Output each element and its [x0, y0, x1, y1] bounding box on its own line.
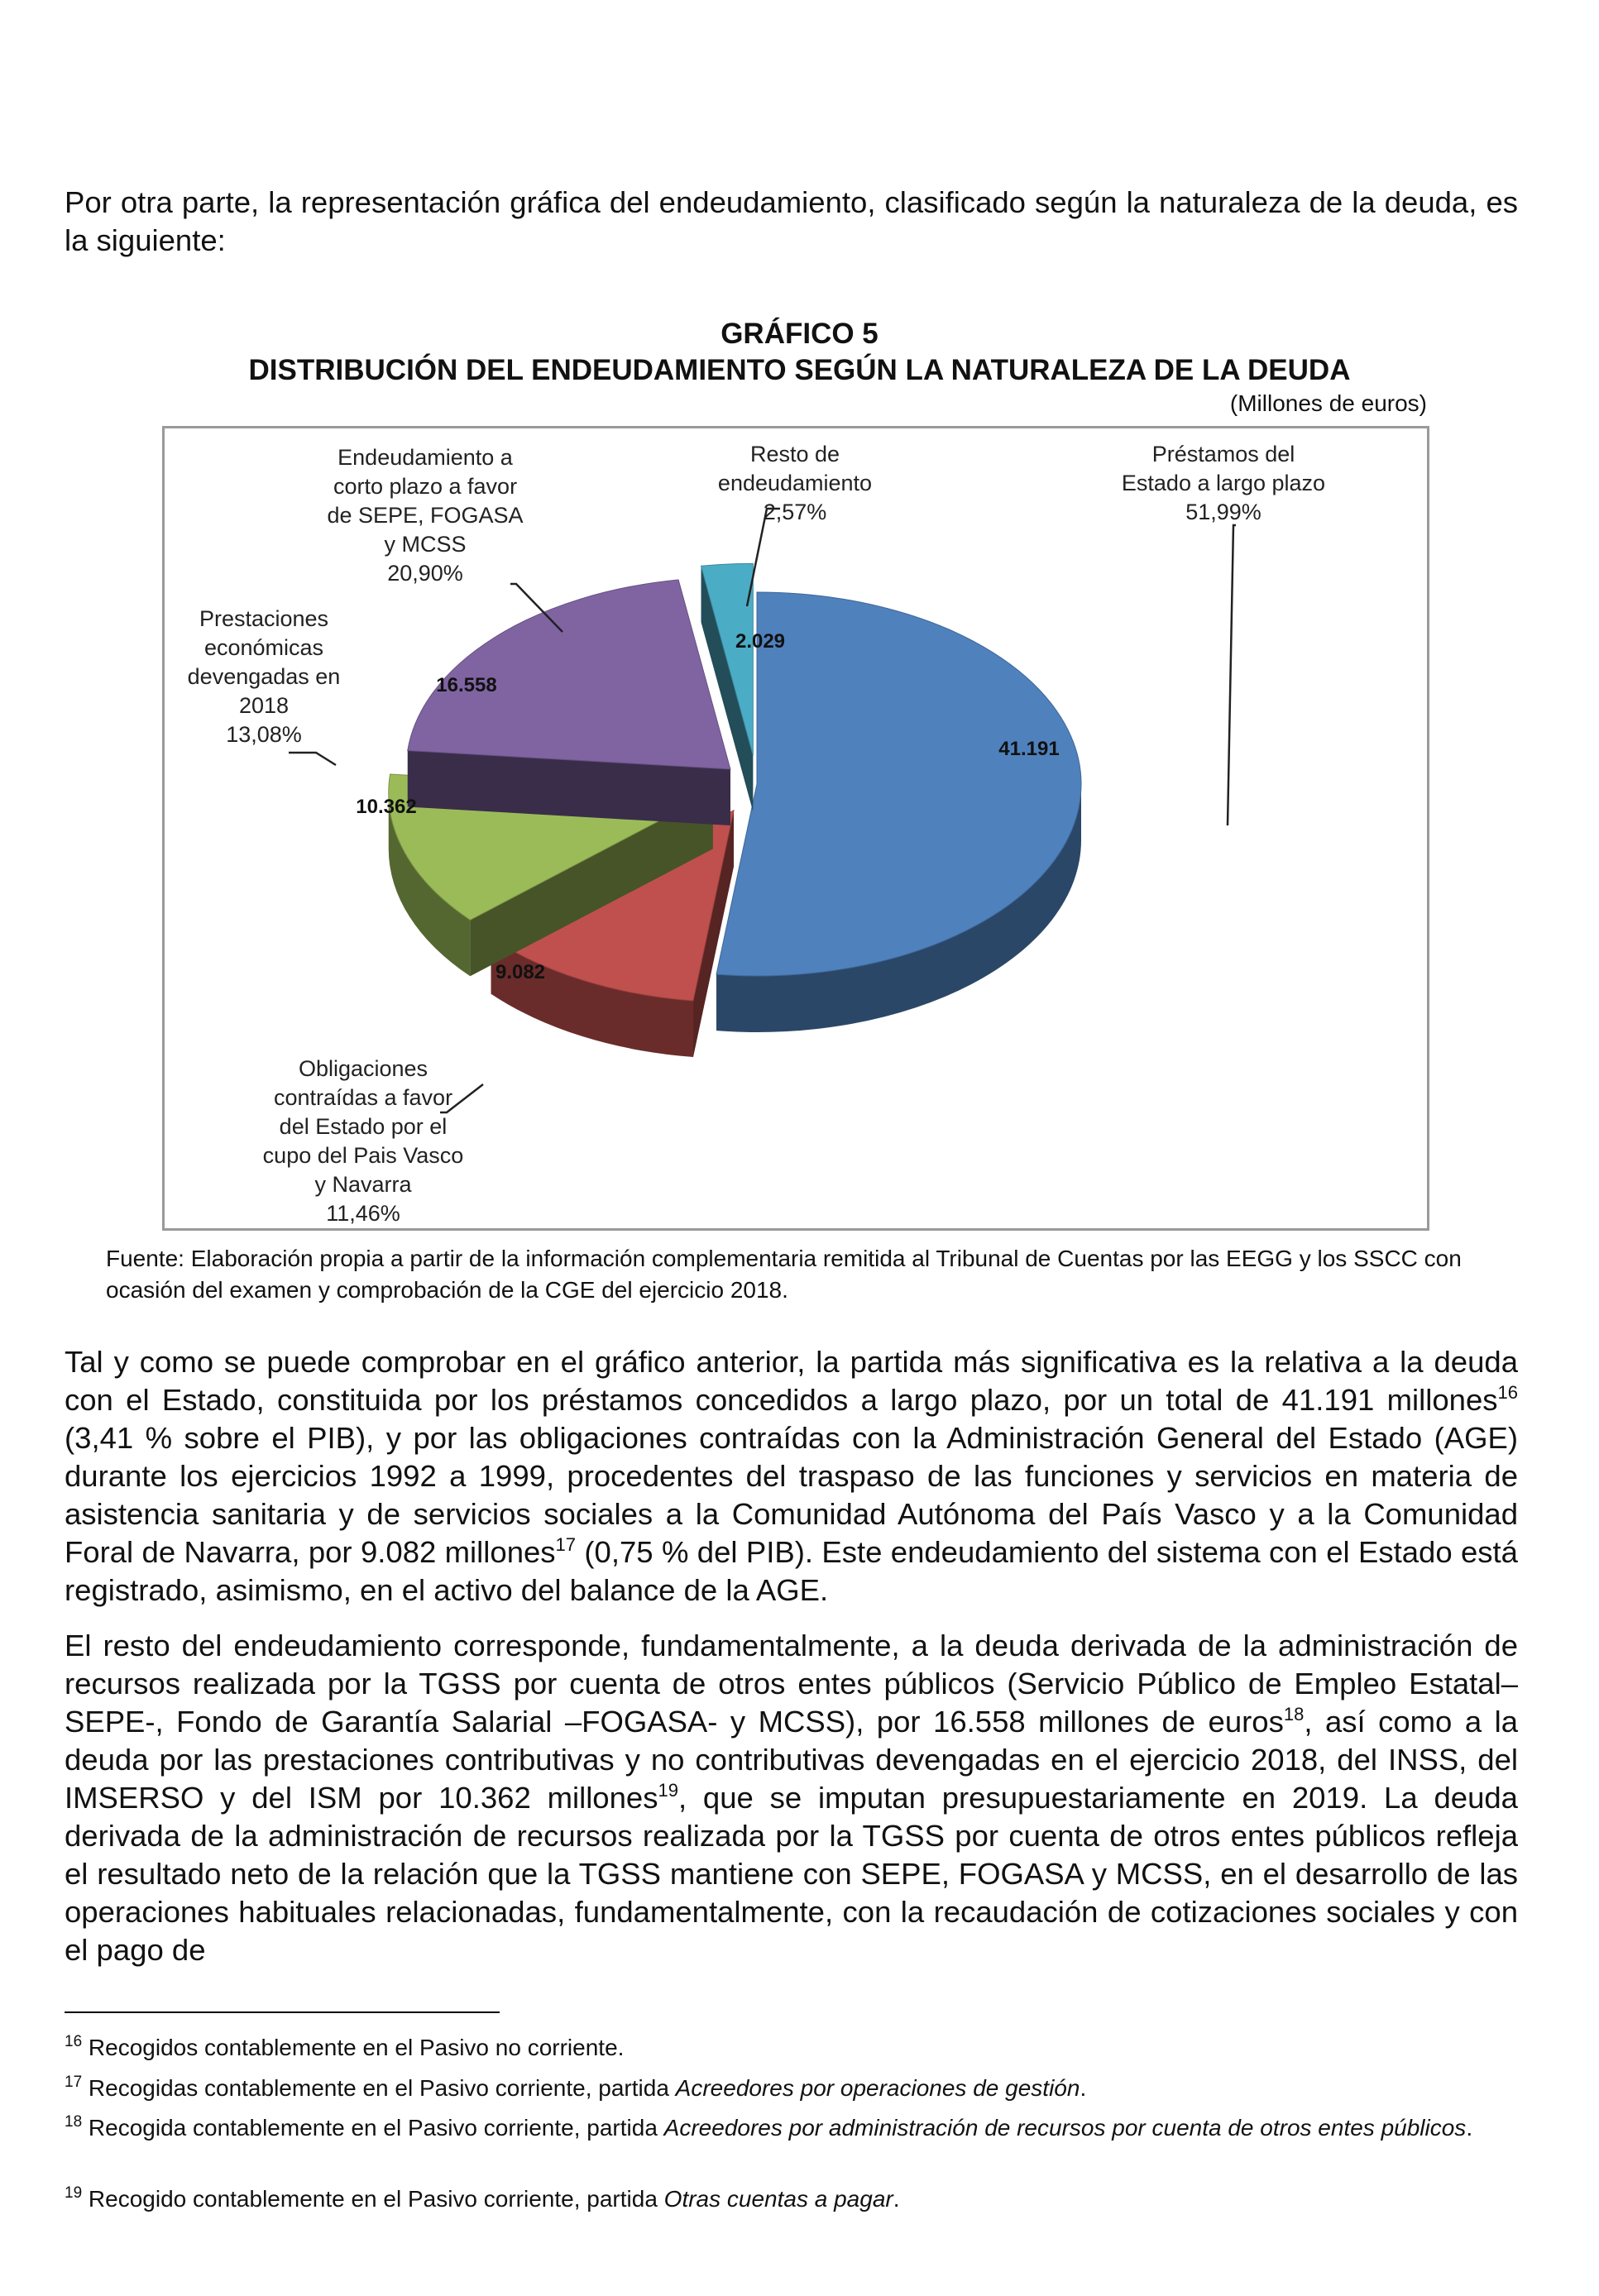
- pie-slice-endeudamiento: [408, 580, 730, 825]
- category-label-prestaciones: [188, 606, 341, 747]
- footnote-italic-text: Acreedores por operaciones de gestión: [675, 2075, 1080, 2101]
- value-label-obligaciones: 9.082: [495, 961, 546, 983]
- paragraph-2: [65, 1627, 1518, 1969]
- category-label-line: de SEPE, FOGASA: [327, 503, 524, 528]
- category-label-line: económicas: [203, 635, 324, 660]
- category-label-line: y Navarra: [314, 1172, 412, 1197]
- category-label-line: Resto de: [749, 442, 840, 466]
- paragraph-1-text: (3,41 % sobre el PIB), y por las obligaciones contraídas con la Administración General del Estado (AGE) durante los ejercicios 1992 a 1999, procedentes del traspaso de las funciones y servicios en materia de asistencia sanitaria y de servicios sociales a la Comunidad Autónoma del País Vasco y a la Comunidad Foral de Navarra, por 9.082 millones: [65, 1421, 1518, 1569]
- figure-title: DISTRIBUCIÓN DEL ENDEUDAMIENTO SEGÚN LA NATURALEZA DE LA DEUDA: [248, 354, 1351, 386]
- category-label-resto: [718, 442, 872, 524]
- value-label-endeudamiento: 16.558: [436, 674, 497, 696]
- footnote-number: 17: [65, 2074, 83, 2091]
- footnote-number: 18: [65, 2113, 83, 2131]
- footnote-17: [65, 2074, 1518, 2103]
- category-label-line: Préstamos del: [1151, 442, 1295, 466]
- footnote-text: Recogido contablemente en el Pasivo corriente, partida: [82, 2186, 664, 2212]
- footnote-19: [65, 2184, 1518, 2214]
- footnote-text-end: .: [893, 2186, 900, 2212]
- value-label-prestamos: 41.191: [998, 738, 1060, 760]
- footnote-18: [65, 2113, 1518, 2143]
- value-label-prestaciones: 10.362: [356, 796, 417, 818]
- paragraph-1-text: (0,75 % del PIB). Este endeudamiento del sistema con el Estado está registrado, asimismo, en el activo del balance de la AGE.: [65, 1535, 1518, 1607]
- pie-chart-canvas: [165, 428, 1427, 1228]
- value-label-resto: 2.029: [735, 630, 786, 653]
- figure-source: Fuente: Elaboración propia a partir de la información complementaria remitida al Tribunal de Cuentas por las EEGG y los SSCC con ocasión del examen y comprobación de la CGE del ejercicio 2018.: [106, 1246, 1462, 1303]
- category-label-line: Obligaciones: [298, 1056, 428, 1081]
- category-label-line: 13,08%: [226, 722, 302, 747]
- category-label-prestamos: [1122, 442, 1325, 524]
- category-label-line: Endeudamiento a: [338, 445, 513, 470]
- footnote-separator: [65, 2011, 500, 2013]
- paragraph-2-text: , así como a la deuda por las prestaciones contributivas y no contributivas devengadas en el ejercicio 2018, del INSS, del IMSERSO y del ISM por 10.362 millones: [65, 1705, 1518, 1815]
- footnote-number: 16: [65, 2033, 83, 2050]
- category-label-line: del Estado por el: [279, 1114, 448, 1139]
- category-label-line: endeudamiento: [717, 471, 873, 495]
- leader-line-prestaciones: [289, 753, 336, 765]
- footnote-ref-19: 19: [658, 1780, 678, 1801]
- paragraph-2-text: , que se imputan presupuestariamente en 2019. La deuda derivada de la administración de recursos realizada por la TGSS por cuenta de otros entes públicos refleja el resultado neto de la relación que la TGSS mantiene con SEPE, FOGASA y MCSS, en el desarrollo de las operaciones habituales relacionadas, fundamentalmente, con la recaudación de cotizaciones sociales y con el pago de: [65, 1781, 1518, 1967]
- category-label-line: 51,99%: [1185, 500, 1261, 524]
- category-label-line: corto plazo a favor: [333, 474, 518, 499]
- pie-chart: [162, 426, 1429, 1231]
- footnote-ref-16: 16: [1497, 1382, 1518, 1403]
- category-label-line: 2018: [238, 693, 290, 718]
- category-label-line: y MCSS: [384, 532, 467, 557]
- footnote-text: Recogidas contablemente en el Pasivo corriente, partida: [82, 2075, 676, 2101]
- category-label-line: Prestaciones: [199, 606, 329, 631]
- footnote-ref-18: 18: [1283, 1704, 1305, 1724]
- category-label-line: cupo del Pais Vasco: [262, 1143, 464, 1168]
- category-label-obligaciones: [263, 1056, 464, 1226]
- category-label-line: Estado a largo plazo: [1121, 471, 1326, 495]
- footnote-text: Recogida contablemente en el Pasivo corriente, partida: [82, 2115, 664, 2141]
- category-label-line: devengadas en: [187, 664, 341, 689]
- figure-number: GRÁFICO 5: [721, 318, 878, 350]
- category-label-line: 2,57%: [763, 500, 827, 524]
- category-label-line: 20,90%: [387, 561, 463, 586]
- footnote-italic-text: Otras cuentas a pagar: [663, 2186, 893, 2212]
- paragraph-2-text: El resto del endeudamiento corresponde, fundamentalmente, a la deuda derivada de la administración de recursos realizada por la TGSS por cuenta de otros entes públicos (Servicio Público de Empleo Estatal–SEPE-, Fondo de Garantía Salarial –FOGASA- y MCSS), por 16.558 millones de euros: [65, 1629, 1518, 1739]
- category-label-line: 11,46%: [326, 1201, 400, 1226]
- footnote-ref-17: 17: [555, 1534, 577, 1555]
- footnote-text-end: .: [1466, 2115, 1473, 2141]
- paragraph-1-text: Tal y como se puede comprobar en el gráfico anterior, la partida más significativa es la relativa a la deuda con el Estado, constituida por los préstamos concedidos a largo plazo, por un total de 41.191 millones: [65, 1345, 1518, 1417]
- footnote-text-end: .: [1080, 2075, 1087, 2101]
- figure-unit: (Millones de euros): [1229, 390, 1427, 416]
- category-label-endeudamiento: [327, 445, 523, 586]
- paragraph-1: [65, 1343, 1518, 1610]
- footnote-text: Recogidos contablemente en el Pasivo no corriente.: [82, 2035, 625, 2060]
- leader-line-prestamos: [1228, 525, 1236, 825]
- footnote-italic-text: Acreedores por administración de recursos por cuenta de otros entes públicos: [663, 2115, 1467, 2141]
- category-label-line: contraídas a favor: [273, 1085, 453, 1110]
- footnote-16: [65, 2033, 1518, 2063]
- footnote-number: 19: [65, 2184, 83, 2202]
- pie-slice-prestamos: [716, 592, 1081, 1032]
- intro-paragraph: Por otra parte, la representación gráfica del endeudamiento, clasificado según la naturaleza de la deuda, es la siguiente:: [65, 185, 1518, 257]
